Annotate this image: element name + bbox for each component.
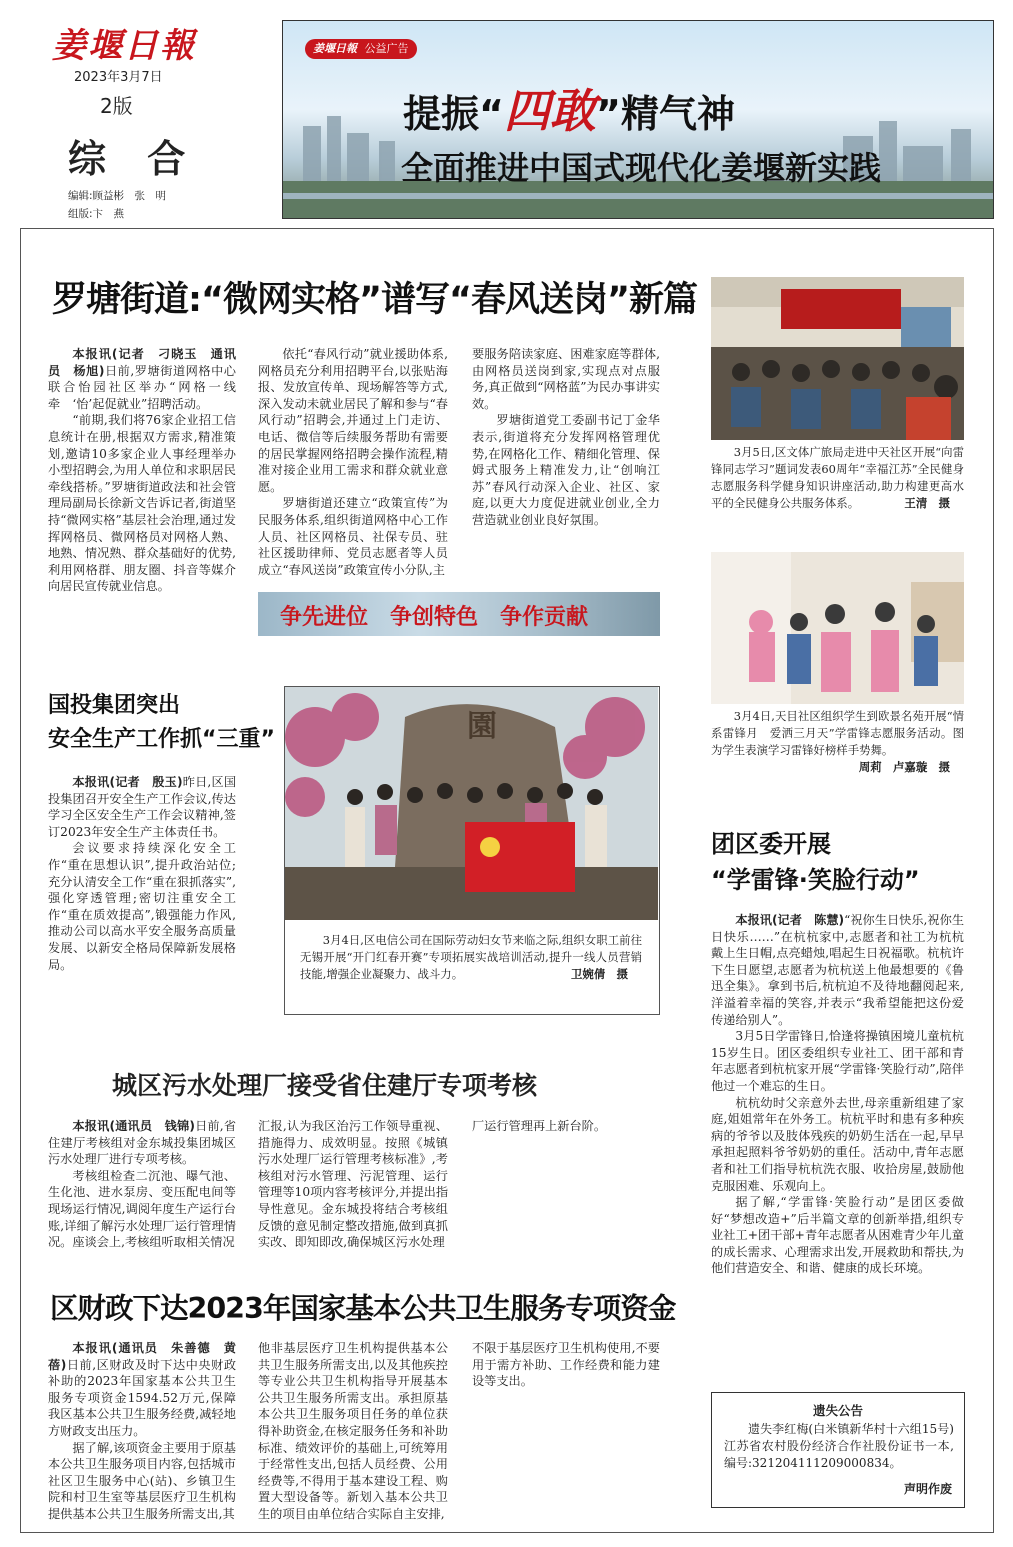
article4-p2: 考核组检查二沉池、曝气池、生化池、进水泵房、变压配电间等现场运行情况,调阅年度生产运行台账,详细了解污水处理厂运行管理情况。座谈会上,考核组听取相关情况 [48, 1168, 236, 1250]
issue-date: 2023年3月7日 [74, 70, 163, 85]
article1-headline: 罗塘街道:“微网实格”谱写“春风送岗”新篇 [52, 280, 698, 320]
photo3-group [285, 687, 658, 920]
article1-reporter: 本报讯(记者 刁晓玉 通讯员 杨旭) [48, 347, 236, 378]
article1-col1 [48, 346, 236, 636]
article5-p2-cont-cont: 不限于基层医疗卫生机构使用,不要用于需方补助、工作经费和能力建设等支出。 [472, 1341, 660, 1389]
page-number: 2版 [100, 94, 133, 118]
photo1-lecture [711, 277, 964, 440]
article3-p2: 3月5日学雷锋日,恰逢将操镇困境儿童杭杭15岁生日。团区委组织专业社工、团干部和青年志愿者到杭杭家开展“学雷锋·笑脸行动”,陪伴他过一个难忘的生日。 [711, 1029, 964, 1093]
article4-reporter: 本报讯(通讯员 钱锦) [72, 1119, 195, 1133]
banner-line1 [403, 75, 735, 141]
article4-headline: 城区污水处理厂接受省住建厅专项考核 [112, 1071, 538, 1100]
lost-notice [711, 1392, 965, 1508]
article1-col2 [258, 346, 448, 586]
article3-body [711, 912, 964, 1382]
banner-line1-c: ”精气神 [595, 92, 735, 136]
photo3-byline: 卫婉倩 摄 [571, 967, 628, 981]
article2-reporter: 本报讯(记者 殷玉) [72, 775, 183, 789]
article2-headline-2: 安全生产工作抓“三重” [48, 727, 275, 752]
photo3-sign-char: 園 [467, 709, 497, 744]
photo1-image [711, 277, 964, 440]
article1-p4-cont: 要服务陪读家庭、困难家庭等群体,由网格员送岗到家,实现点对点服务,真正做到“网格蓝”为民办事讲实效。 [472, 347, 660, 411]
article2-body [48, 774, 236, 1020]
banner-badge [305, 39, 417, 59]
article3-headline-1: 团区委开展 [711, 830, 831, 858]
banner-line1-a: 提振“ [403, 92, 504, 136]
notice-sign: 声明作废 [903, 1482, 952, 1496]
article5-p2-cont: 他非基层医疗卫生机构提供基本公共卫生服务所需支出,以及其他疾控等专业公共卫生机构指导开展基本公共卫生服务所需支出。承担原基本公共卫生服务项目任务的单位获得补助资金,在核定服务任务和补助标准、绩效评价的基础上,可统筹用于经常性支出,包括人员经费、公用经费等,不得用于基本建设工程、购置大型设备等。新划入基本公共卫生的项目由单位结合实际自主安排, [258, 1341, 448, 1521]
photo2-caption [711, 708, 964, 776]
photo2-image [711, 552, 964, 704]
photo2-byline: 周莉 卢嘉璇 摄 [858, 760, 950, 774]
article3-headline-2: “学雷锋·笑脸行动” [711, 866, 920, 894]
article2-headline-1: 国投集团突出 [48, 693, 181, 718]
article5-p2: 据了解,该项资金主要用于原基本公共卫生服务项目内容,包括城市社区卫生服务中心(站)、乡镇卫生院和村卫生室等基层医疗卫生机构提供基本公共卫生服务所需支出,其 [48, 1440, 236, 1521]
photo2-caption-text: 3月4日,天目社区组织学生到欧景名苑开展“情系雷锋月 爱洒三月天”学雷锋志愿服务活动。图为学生表演学习雷锋好榜样手势舞。 [711, 709, 964, 757]
designer-credit: 组版:卞 燕 [68, 208, 125, 220]
article4-p2-cont-cont: 厂运行管理再上新台阶。 [472, 1119, 607, 1133]
article4-p1: 日前,省住建厅考核组对金东城投集团城区污水处理厂进行专项考核。 [48, 1119, 236, 1167]
section-title: 综 合 [68, 136, 200, 181]
article5-reporter: 本报讯(通讯员 朱善德 黄蓓) [48, 1341, 236, 1372]
slogan-text: 争先进位 争创特色 争作贡献 [280, 605, 589, 630]
article1-p4: 罗塘街道还建立“政策宣传”为民服务体系,组织街道网格中心工作人员、社区网格员、社保专员、驻社区援助律师、党员志愿者等人员成立“春风送岗”政策宣传小分队,主 [258, 496, 448, 577]
public-service-banner [282, 20, 994, 219]
notice-body: 遗失李红梅(白米镇新华村十六组15号)江苏省农村股份经济合作社股份证书一本,编号:321204111209000834。 [724, 1422, 954, 1470]
banner-badge-logo: 姜堰日報 [313, 42, 357, 55]
article1-p3: 依托“春风行动”就业援助体系,网格员充分利用招聘平台,以张贴海报、发放宣传单、现场解答等方式,深入发动未就业居民了解和参与“春风行动”招聘会,并通过上门走访、电话、微信等后续服务帮助有需要的居民掌握网络招聘会操作流程,精准对接企业用工需求和群众就业意愿。 [258, 347, 448, 494]
article5-col3 [472, 1340, 660, 1524]
photo1-caption-text: 3月5日,区文体广旅局走进中天社区开展“向雷锋同志学习”题词发表60周年“幸福江苏”全民健身志愿服务科学健身知识讲座活动,助力构建更高水平的全民健身公共服务体系。 [711, 445, 964, 510]
article1-p1: 日前,罗塘街道网格中心联合怡园社区举办“网格一线牵 ‘怡’起促就业”招聘活动。 [48, 363, 236, 411]
banner-badge-label: 公益广告 [364, 42, 409, 55]
article3-p3: 杭杭幼时父亲意外去世,母亲重新组建了家庭,姐姐常年在外务工。杭杭平时和患有多种疾病的爷爷以及肢体残疾的奶奶生活在一起,早早承担起照料爷爷奶奶的重任。活动中,青年志愿者和社工们指导杭杭洗衣服、收拾房屋,鼓励他克服困难、乐观向上。 [711, 1095, 964, 1193]
article3-reporter: 本报讯(记者 陈慧) [735, 913, 845, 927]
article1-p5: 罗塘街道党工委副书记丁金华表示,街道将充分发挥网格管理优势,在网格化工作、精细化管理、保姆式服务上精准发力,让“创响江苏”春风行动深入企业、社区、家庭,以更大力度促进就业创业,全力营造就业创业良好氛围。 [472, 413, 660, 527]
photo3-caption [300, 932, 642, 983]
article1-p2: “前期,我们将76家企业招工信息统计在册,根据双方需求,精准策划,邀请10多家企业人事经理举办小型招聘会,为用人单位和求职居民牵线搭桥。”罗塘街道政法和社会管理局副局长徐新文告诉记者,街道坚持“微网实格”基层社会治理,通过发挥网格员、微网格员对网格人熟、地熟、情况熟、群众基础好的优势,利用网格群、朋友圈、抖音等媒介向居民宣传就业信息。 [48, 413, 236, 594]
photo2-dance [711, 552, 964, 704]
photo3-caption-text: 3月4日,区电信公司在国际劳动妇女节来临之际,组织女职工前往无锡开展“开门红春开赛”专项拓展实战培训活动,提升一线人员营销技能,增强企业凝聚力、战斗力。 [300, 933, 642, 981]
photo1-byline: 王清 摄 [904, 496, 950, 510]
slogan-banner [258, 592, 660, 636]
article3-p1: “祝你生日快乐,祝你生日快乐……”在杭杭家中,志愿者和社工为杭杭戴上生日帽,点亮蜡烛,唱起生日祝福歌。杭杭许下生日愿望,志愿者为杭杭送上他最想要的《鲁迅全集》。拿到书后,杭杭迫不及待地翻阅起来,洋溢着幸福的笑容,并表示“我希望能把这份爱传递给别人”。 [711, 913, 964, 1027]
article5-headline: 区财政下达2023年国家基本公共卫生服务专项资金 [50, 1292, 676, 1325]
article5-p1: 日前,区财政及时下达中央财政补助的2023年国家基本公共卫生服务专项资金1594.52万元,保障我区基本公共卫生服务经费,减轻地方财政支出压力。 [48, 1357, 236, 1438]
newspaper-logo: 姜堰日報 [52, 26, 196, 66]
article1-col3 [472, 346, 660, 586]
editor-credit: 编辑:顾益彬 张 明 [68, 190, 167, 202]
article4-col1 [48, 1118, 236, 1253]
notice-title: 遗失公告 [812, 1403, 863, 1418]
masthead [40, 18, 260, 218]
article4-col2 [258, 1118, 448, 1253]
article3-p4: 据了解,“学雷锋·笑脸行动”是团区委做好“梦想改造+”后半篇文章的创新举措,组织专业社工+团干部+青年志愿者从困难青少年儿童的成长需求、心理需求出发,开展救助和帮扶,为他们营造安全、和谐、健康的成长环境。 [711, 1195, 964, 1276]
banner-line1-highlight: 四敢 [503, 84, 596, 138]
banner-line2: 全面推进中国式现代化姜堰新实践 [401, 149, 882, 187]
article4-p2-cont: 汇报,认为我区治污工作领导重视、措施得力、成效明显。按照《城镇污水处理厂运行管理考核标准》,考核组对污水管理、污泥管理、运行管理等10项内容考核评分,并提出指导性意见。金东城投将结合考核组反馈的意见制定整改措施,做到真抓实改、即知即改,确保城区污水处理 [258, 1119, 448, 1250]
article2-p1: 昨日,区国投集团召开安全生产工作会议,传达学习全区安全生产工作会议精神,签订2023年安全生产主体责任书。 [48, 775, 236, 839]
article5-col1 [48, 1340, 236, 1524]
photo1-caption [711, 444, 964, 512]
article4-col3 [472, 1118, 660, 1253]
article2-p2: 会议要求持续深化安全工作“重在思想认识”,提升政治站位;充分认清安全工作“重在狠抓落实”,强化穿透管理;密切注重安全工作“重在质效提高”,锻强能力作风,推动公司以高水平安全服务高质量发展、以新安全格局保障新发展格局。 [48, 841, 236, 972]
article5-col2 [258, 1340, 448, 1524]
